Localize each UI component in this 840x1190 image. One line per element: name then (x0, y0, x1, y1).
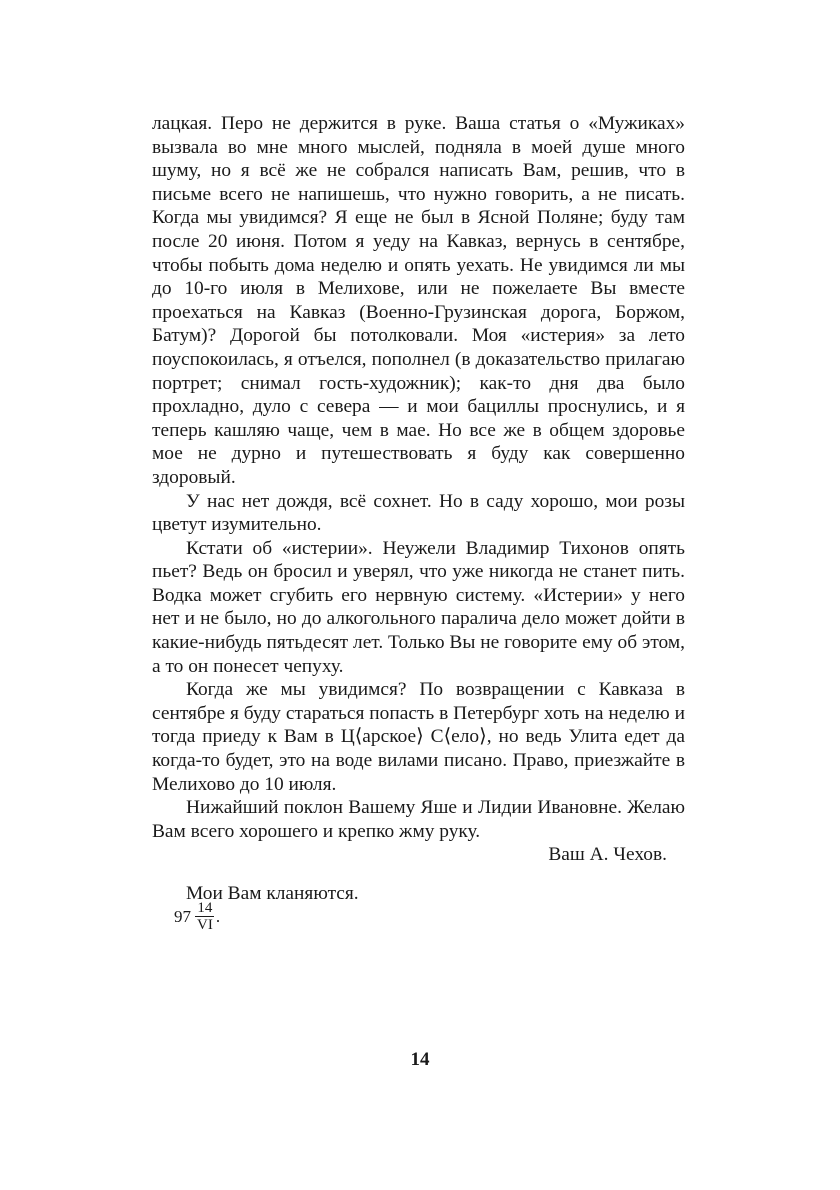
paragraph-2: У нас нет дождя, всё сохнет. Но в саду хорошо, мои розы цветут изумительно. (152, 490, 685, 536)
letter-page (152, 112, 685, 1012)
paragraph-4: Когда же мы увидимся? По возвращении с Кавказа в сентябре я буду стараться попасть в Петербург хоть на неделю и тогда приеду к Вам в Ц⟨арское⟩ С⟨ело⟩, но ведь Улита едет да когда-то будет, это на воде вилами писано. Право, приезжайте в Мелихово до 10 июля. (152, 679, 685, 795)
date-day: 14 (197, 900, 213, 916)
paragraph-5: Нижайший поклон Вашему Яше и Лидии Ивановне. Желаю Вам всего хорошего и крепко жму руку. (152, 797, 685, 842)
date-fraction (195, 900, 215, 933)
date-month: VI (197, 917, 213, 933)
paragraph-3: Кстати об «истерии». Неужели Владимир Тихонов опять пьет? Ведь он бросил и уверял, что уже никогда не станет пить. Водка может сгубить его нервную систему. «Истерии» у него нет и не было, но до алкогольного паралича дело может дойти в какие-нибудь пятьдесят лет. Только Вы не говорите ему об этом, а то он понесет чепуху. (152, 537, 685, 677)
postscript: Мои Вам кланяются. (186, 883, 359, 904)
date-trailing: . (215, 906, 221, 926)
page-number: 14 (410, 1049, 430, 1070)
paragraph-1: лацкая. Перо не держится в руке. Ваша статья о «Мужиках» вызвала во мне много мыслей, подняла в моей душе много шуму, но я всё же не собрался написать Вам, решив, что в письме всего не напишешь, что нужно говорить, а не писать. Когда мы увидимся? Я еще не был в Ясной Поляне; буду там после 20 июня. Потом я уеду на Кавказ, вернусь в сентябре, чтобы побыть дома неделю и опять уехать. Не увидимся ли мы до 10-го июля в Мелихове, или не пожелаете Вы вместе проехаться на Кавказ (Военно-Грузинская дорога, Боржом, Батум)? Дорогой бы потолковали. Моя «истерия» за лето поуспокоилась, я отъелся, пополнел (в доказательство прилагаю портрет; снимал гость-художник); как-то дня два было прохладно, дуло с севера — и мои бациллы проснулись, и я теперь кашляю чаще, чем в мае. Но все же в общем здоровье мое не дурно и путешествовать я буду как совершенно здоровый. (152, 113, 685, 488)
letter-date (174, 900, 220, 933)
signature: Ваш А. Чехов. (548, 844, 667, 866)
date-year: 97 (174, 906, 191, 926)
